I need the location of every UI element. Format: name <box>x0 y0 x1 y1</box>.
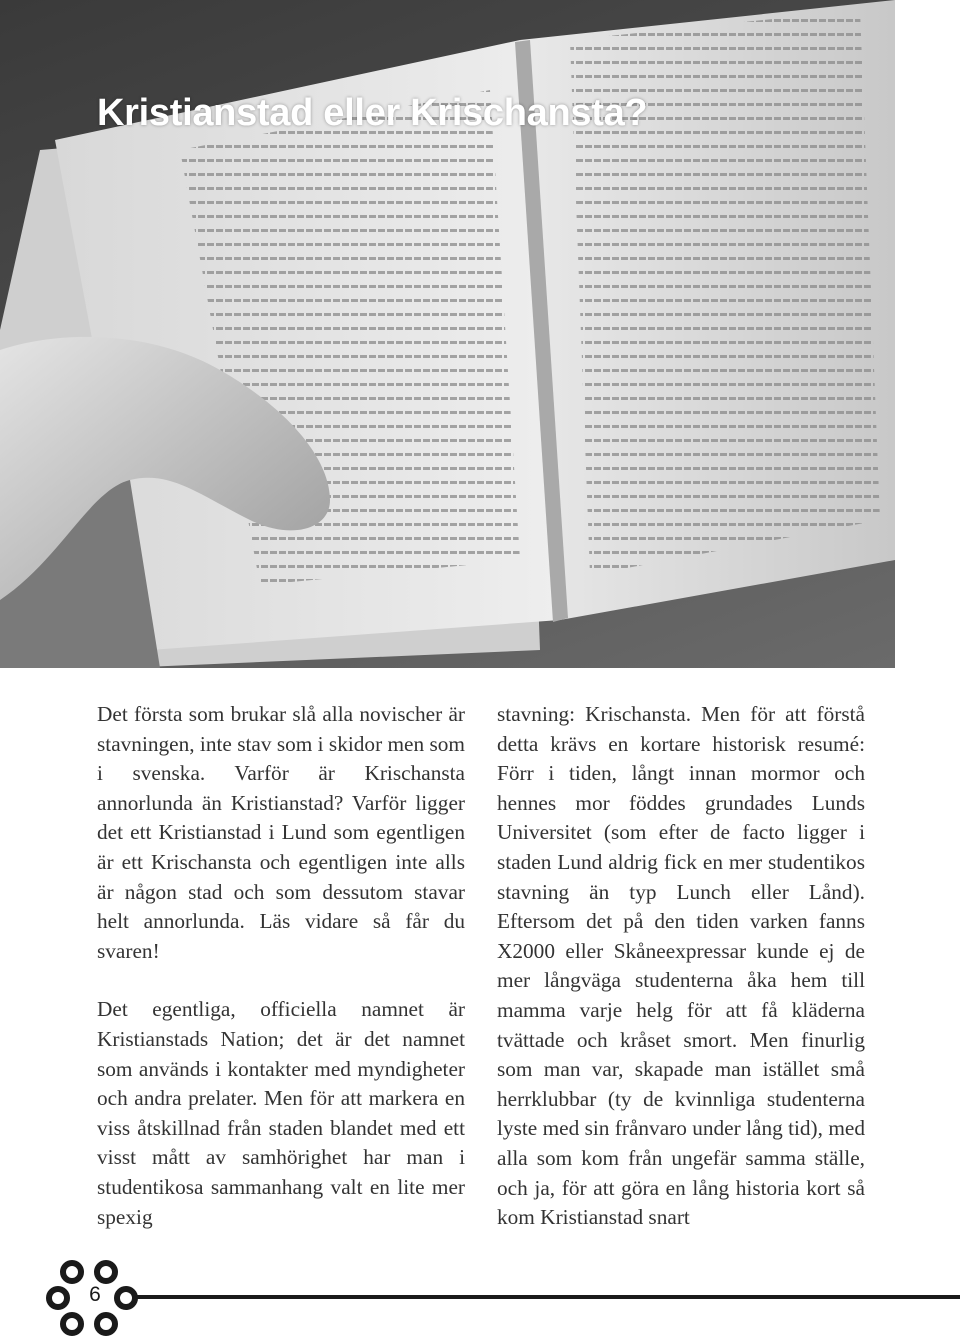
paragraph: stavning: Krischansta. Men för att förstå detta krävs en kortare historisk resumé: Förr i tiden, långt innan mormor och hennes mor föddes grundades Lunds Universitet (som efter de facto ligger i staden Lund aldrig fick en mer studentikos stavning än typ Lunch eller Lånd). Eftersom det på den tiden varken fanns X2000 eller Skåneexpressar kunde ej de mer långväga studenterna åka hem till mamma varje helg för att få kläderna tvättade och kråset smort. Men finurlig som man var, skapade man istället små herrklubbar (ty de kvinnliga studenterna lyste med sin frånvaro under lång tid), med alla som kom från ungefär samma ställe, och ja, för att göra en lång historia kort så kom Kristianstad snart <box>497 702 865 1230</box>
article-column-left <box>97 700 465 1232</box>
page-title: Kristianstad eller Krischansta? <box>97 92 648 134</box>
article-column-right <box>497 700 865 1233</box>
hero-photo <box>0 0 895 668</box>
footer-rule <box>124 1295 960 1299</box>
paragraph: Det egentliga, officiella namnet är Kristianstads Nation; det är det namnet som används i kontakter med myndigheter och andra prelater. Men för att markera en viss åtskillnad från staden blandet med ett visst mått av samhörighet har man i studentikosa sammanhang valt en lite mer spexig <box>97 997 465 1229</box>
page-number: 6 <box>89 1283 101 1306</box>
paragraph: Det första som brukar slå alla novischer är stavningen, inte stav som i skidor men som i svenska. Varför är Krischansta annorlunda än Kristianstad? Varför ligger det ett Kristianstad i Lund som egentligen är ett Krischansta och egentligen inte alls är någon stad och som dessutom stavar helt annorlunda. Läs vidare så får du svaren! <box>97 702 465 963</box>
